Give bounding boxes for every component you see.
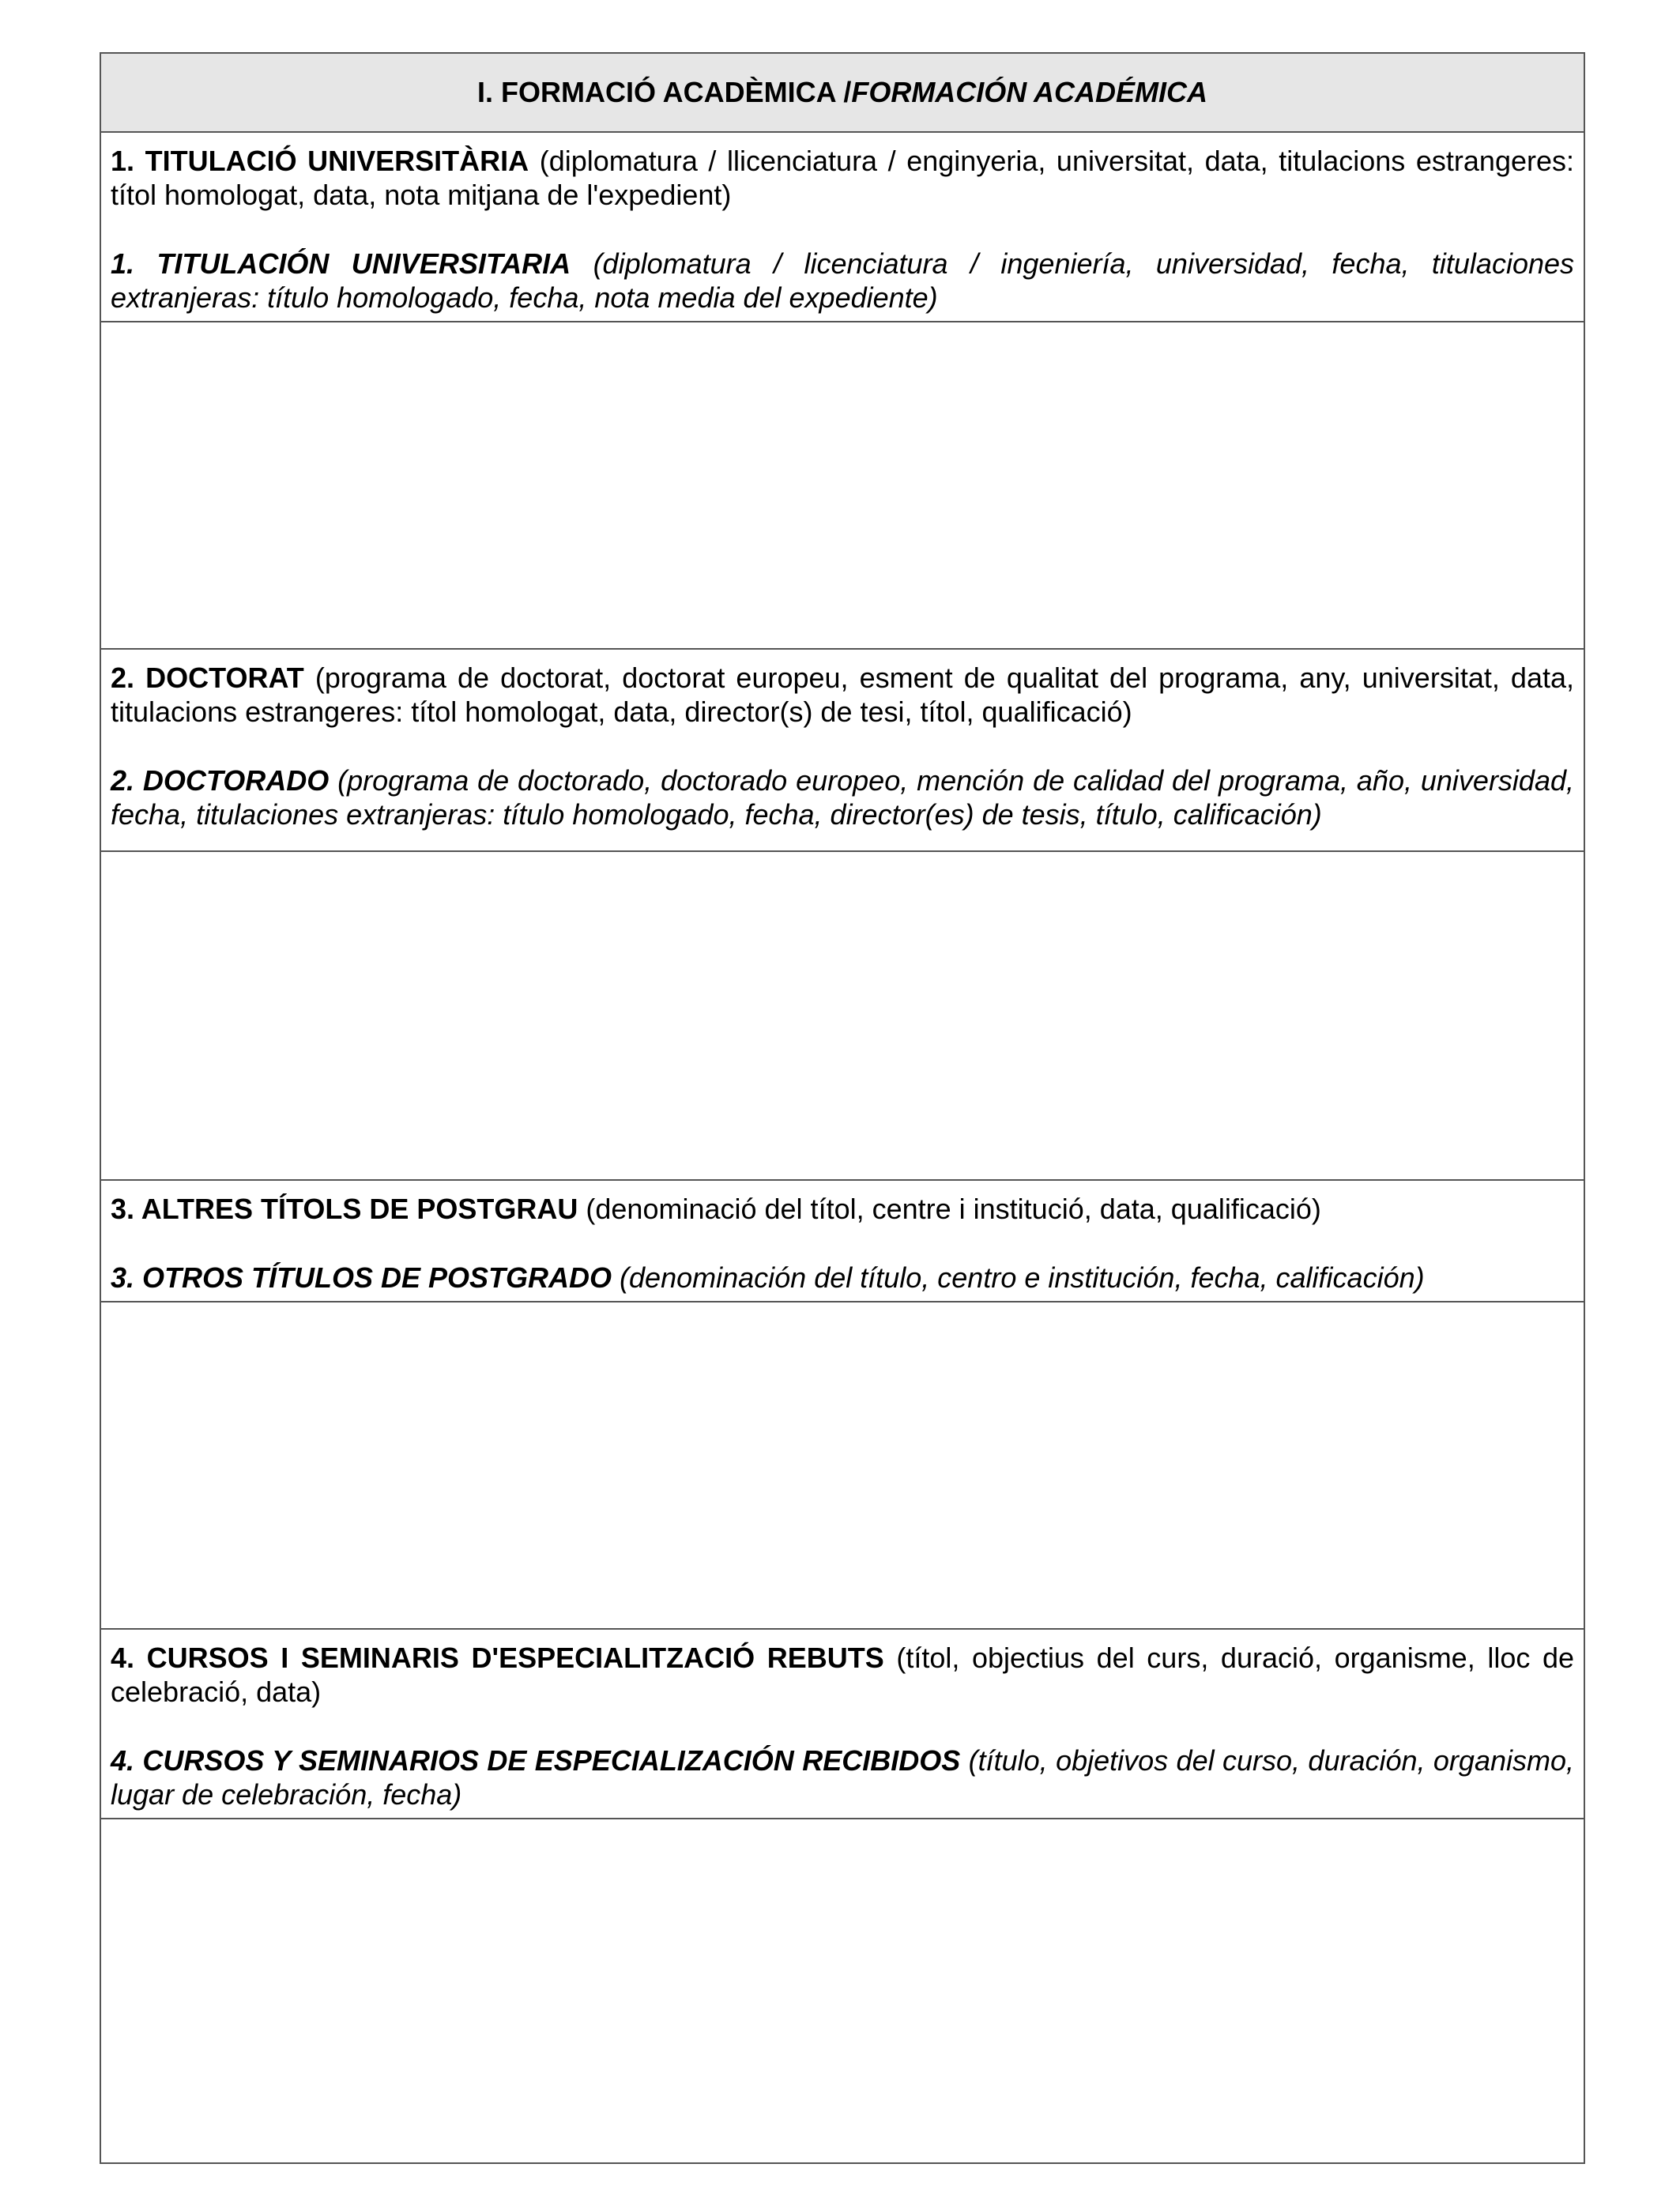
section-3-spanish xyxy=(111,1261,1574,1295)
section-1-title-catalan: 1. TITULACIÓ UNIVERSITÀRIA xyxy=(111,145,529,177)
section-1-desc-spanish: (diplomatura / licenciatura / ingeniería, universidad, fecha, titulaciones extranjeras: título homologado, fecha, nota media del expediente) xyxy=(111,247,1575,314)
section-1-label-cell xyxy=(101,133,1584,322)
section-4-spanish xyxy=(111,1744,1574,1811)
section-4-answer-field[interactable] xyxy=(101,1819,1584,2162)
section-1-answer-field[interactable] xyxy=(101,322,1584,650)
section-2-answer-field[interactable] xyxy=(101,852,1584,1181)
section-2-desc-spanish: (programa de doctorado, doctorado europeo, mención de calidad del programa, año, universidad, fecha, titulaciones extranjeras: título homologado, fecha, director(es) de tesis, título, calificación) xyxy=(111,764,1574,831)
section-4-label-cell xyxy=(101,1630,1584,1819)
section-3-desc-catalan: (denominació del títol, centre i institució, data, qualificació) xyxy=(578,1193,1321,1225)
section-4-title-catalan: 4. CURSOS I SEMINARIS D'ESPECIALITZACIÓ REBUTS xyxy=(111,1642,884,1674)
section-1-spanish xyxy=(111,247,1574,315)
section-3-catalan xyxy=(111,1192,1574,1226)
section-3-desc-spanish: (denominación del título, centro e institución, fecha, calificación) xyxy=(612,1261,1425,1294)
section-1-catalan xyxy=(111,144,1574,212)
section-2-desc-catalan: (programa de doctorat, doctorat europeu, esment de qualitat del programa, any, universitat, data, titulacions estrangeres: títol homologat, data, director(s) de tesi, títol, qualificació) xyxy=(111,662,1574,728)
section-4-title-spanish: 4. CURSOS Y SEMINARIOS DE ESPECIALIZACIÓN RECIBIDOS xyxy=(111,1744,961,1777)
section-2-label-cell xyxy=(101,650,1584,852)
section-2-spanish xyxy=(111,763,1574,831)
academic-training-form xyxy=(100,52,1585,2164)
header-title-catalan: I. FORMACIÓ ACADÈMICA / xyxy=(477,76,852,108)
section-3-title-catalan: 3. ALTRES TÍTOLS DE POSTGRAU xyxy=(111,1193,578,1225)
section-4-desc-catalan: (títol, objectius del curs, duració, organisme, lloc de celebració, data) xyxy=(111,1642,1574,1708)
section-3-label-cell xyxy=(101,1181,1584,1302)
section-1-title-spanish: 1. TITULACIÓN UNIVERSITARIA xyxy=(111,247,571,280)
section-4-desc-spanish: (título, objetivos del curso, duración, organismo, lugar de celebración, fecha) xyxy=(111,1744,1574,1811)
section-2-catalan xyxy=(111,661,1574,729)
section-2-title-catalan: 2. DOCTORAT xyxy=(111,662,304,694)
section-3-title-spanish: 3. OTROS TÍTULOS DE POSTGRADO xyxy=(111,1261,612,1294)
section-2-title-spanish: 2. DOCTORADO xyxy=(111,764,330,797)
header-title-spanish: FORMACIÓN ACADÉMICA xyxy=(851,76,1207,108)
section-3-answer-field[interactable] xyxy=(101,1302,1584,1630)
section-1-desc-catalan: (diplomatura / llicenciatura / enginyeria, universitat, data, titulacions estrangeres: títol homologat, data, nota mitjana de l'expedient) xyxy=(111,145,1574,211)
form-section-header xyxy=(101,54,1584,133)
section-4-catalan xyxy=(111,1641,1574,1709)
